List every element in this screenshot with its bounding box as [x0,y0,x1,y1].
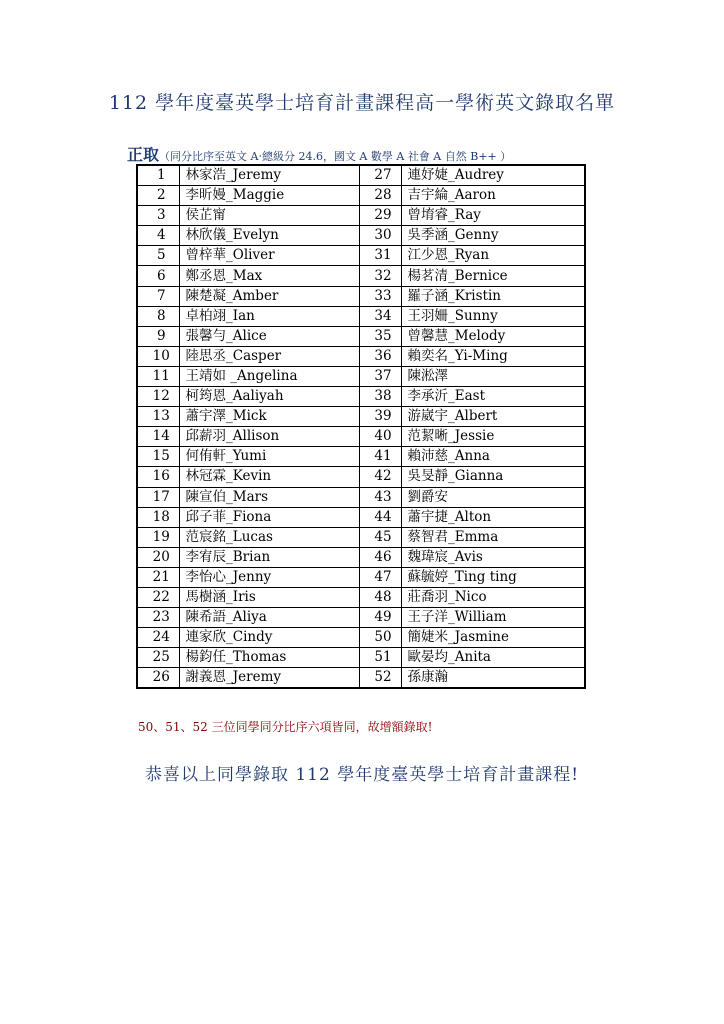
table-row [137,467,585,487]
table-row [137,206,585,226]
table-row [137,407,585,427]
admission-roster-table [136,164,586,689]
document-title: 112 學年度臺英學士培育計畫課程高一學術英文錄取名單 [108,92,616,114]
student-name: 謝義恩_Jeremy [179,668,359,689]
table-row [137,226,585,246]
student-name: 李宥辰_Brian [179,547,359,567]
student-name: 莊喬羽_Nico [401,587,585,607]
student-name: 曾堉睿_Ray [401,206,585,226]
student-name: 歐晏均_Anita [401,648,585,668]
student-name: 陸思丞_Casper [179,346,359,366]
student-name: 曾梓華_Oliver [179,246,359,266]
table-row [137,306,585,326]
student-name: 馬樹涵_Iris [179,587,359,607]
student-name: 連家欣_Cindy [179,628,359,648]
rank-number: 32 [359,266,401,286]
rank-number: 4 [137,226,179,246]
student-name: 賴奕名_Yi-Ming [401,346,585,366]
rank-number: 20 [137,547,179,567]
rank-number: 29 [359,206,401,226]
table-row [137,648,585,668]
rank-number: 11 [137,366,179,386]
student-name: 林家浩_Jeremy [179,165,359,186]
section-label: 正取 [127,145,160,164]
student-name: 鄭丞恩_Max [179,266,359,286]
rank-number: 23 [137,608,179,628]
student-name: 劉爵安 [401,487,585,507]
table-row [137,587,585,607]
student-name: 李承沂_East [401,387,585,407]
table-row [137,547,585,567]
student-name: 邱薪羽_Allison [179,427,359,447]
rank-number: 50 [359,628,401,648]
rank-number: 9 [137,326,179,346]
rank-number: 25 [137,648,179,668]
rank-number: 16 [137,467,179,487]
student-name: 林冠霖_Kevin [179,467,359,487]
student-name: 林欣儀_Evelyn [179,226,359,246]
student-name: 連妤婕_Audrey [401,165,585,186]
student-name: 曾馨慧_Melody [401,326,585,346]
table-row [137,507,585,527]
rank-number: 35 [359,326,401,346]
table-row [137,608,585,628]
student-name: 江少恩_Ryan [401,246,585,266]
table-row [137,447,585,467]
tiebreak-note: （同分比序至英文 A‧總級分 24.6，國文 A 數學 A 社會 A 自然 B++ ） [159,150,512,163]
table-row [137,186,585,206]
rank-number: 21 [137,567,179,587]
student-name: 侯芷甯 [179,206,359,226]
rank-number: 8 [137,306,179,326]
student-name: 王羽姍_Sunny [401,306,585,326]
student-name: 李昕嫚_Maggie [179,186,359,206]
student-name: 游崴宇_Albert [401,407,585,427]
table-row [137,567,585,587]
rank-number: 22 [137,587,179,607]
rank-number: 43 [359,487,401,507]
table-row [137,286,585,306]
rank-number: 33 [359,286,401,306]
student-name: 賴沛慈_Anna [401,447,585,467]
student-name: 吳旻靜_Gianna [401,467,585,487]
student-name: 吉宇綸_Aaron [401,186,585,206]
rank-number: 6 [137,266,179,286]
rank-number: 28 [359,186,401,206]
rank-number: 1 [137,165,179,186]
rank-number: 19 [137,527,179,547]
rank-number: 7 [137,286,179,306]
rank-number: 26 [137,668,179,689]
student-name: 李怡心_Jenny [179,567,359,587]
rank-number: 41 [359,447,401,467]
student-name: 陳楚凝_Amber [179,286,359,306]
rank-number: 18 [137,507,179,527]
rank-number: 46 [359,547,401,567]
student-name: 柯筠恩_Aaliyah [179,387,359,407]
student-name: 魏瑋宸_Avis [401,547,585,567]
section-header [127,142,511,165]
rank-number: 13 [137,407,179,427]
rank-number: 24 [137,628,179,648]
student-name: 范絜晰_Jessie [401,427,585,447]
student-name: 范宸銘_Lucas [179,527,359,547]
table-row [137,628,585,648]
rank-number: 36 [359,346,401,366]
table-row [137,266,585,286]
footnote: 50、51、52 三位同學同分比序六項皆同，故增額錄取! [138,720,433,734]
table-row [137,346,585,366]
rank-number: 47 [359,567,401,587]
student-name: 楊鈞任_Thomas [179,648,359,668]
rank-number: 30 [359,226,401,246]
rank-number: 31 [359,246,401,266]
student-name: 王靖如 _Angelina [179,366,359,386]
table-row [137,387,585,407]
rank-number: 49 [359,608,401,628]
student-name: 陳希語_Aliya [179,608,359,628]
rank-number: 3 [137,206,179,226]
rank-number: 52 [359,668,401,689]
rank-number: 12 [137,387,179,407]
rank-number: 15 [137,447,179,467]
rank-number: 40 [359,427,401,447]
rank-number: 14 [137,427,179,447]
student-name: 陳宣伯_Mars [179,487,359,507]
student-name: 蘇毓婷_Ting ting [401,567,585,587]
rank-number: 44 [359,507,401,527]
rank-number: 17 [137,487,179,507]
student-name: 蕭宇捷_Alton [401,507,585,527]
congratulations-text: 恭喜以上同學錄取 112 學年度臺英學士培育計畫課程! [144,765,580,785]
table-row [137,165,585,186]
student-name: 楊茗清_Bernice [401,266,585,286]
student-name: 邱子菲_Fiona [179,507,359,527]
rank-number: 5 [137,246,179,266]
table-row [137,487,585,507]
roster-body [137,165,585,688]
rank-number: 10 [137,346,179,366]
table-row [137,427,585,447]
rank-number: 42 [359,467,401,487]
rank-number: 38 [359,387,401,407]
student-name: 孫康瀚 [401,668,585,689]
student-name: 何侑軒_Yumi [179,447,359,467]
student-name: 陳淞澤 [401,366,585,386]
table-row [137,366,585,386]
student-name: 吳季涵_Genny [401,226,585,246]
rank-number: 2 [137,186,179,206]
table-row [137,668,585,689]
table-row [137,527,585,547]
student-name: 卓柏翊_Ian [179,306,359,326]
student-name: 蕭宇澤_Mick [179,407,359,427]
rank-number: 27 [359,165,401,186]
table-row [137,246,585,266]
student-name: 蔡智君_Emma [401,527,585,547]
rank-number: 37 [359,366,401,386]
student-name: 簡婕米_Jasmine [401,628,585,648]
rank-number: 39 [359,407,401,427]
student-name: 王子洋_William [401,608,585,628]
rank-number: 48 [359,587,401,607]
rank-number: 51 [359,648,401,668]
student-name: 羅子涵_Kristin [401,286,585,306]
table-row [137,326,585,346]
student-name: 張馨勻_Alice [179,326,359,346]
rank-number: 45 [359,527,401,547]
rank-number: 34 [359,306,401,326]
